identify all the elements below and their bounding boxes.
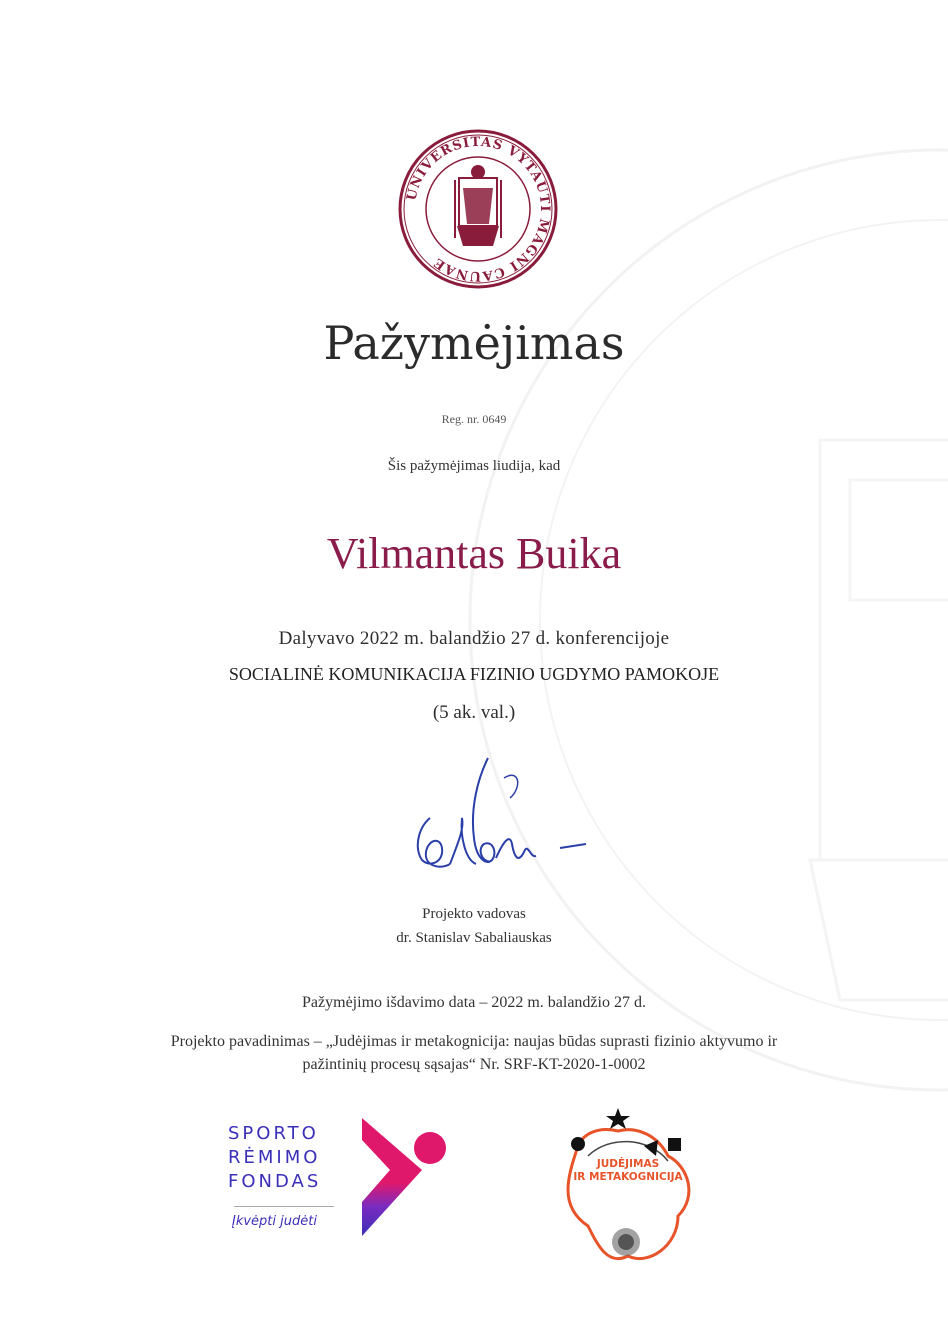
signatory-name: dr. Stanislav Sabaliauskas bbox=[396, 930, 552, 946]
certificate-title: Pažymėjimas bbox=[323, 316, 625, 370]
academic-hours: (5 ak. val.) bbox=[432, 702, 516, 723]
sport-fund-name bbox=[228, 1122, 321, 1194]
project-line-1: Projekto pavadinimas – „Judėjimas ir metakognicija: naujas būdas suprasti fizinio aktyvumo ir bbox=[170, 1033, 778, 1050]
sport-fund-logo bbox=[228, 1118, 460, 1248]
signatory-role: Projekto vadovas bbox=[422, 906, 526, 922]
project-logo-line-1: JUDĖJIMAS bbox=[596, 1158, 660, 1170]
recipient-name: Vilmantas Buika bbox=[326, 529, 622, 578]
attendance-statement: Dalyvavo 2022 m. balandžio 27 d. konferencijoje bbox=[278, 628, 670, 649]
issue-date: Pažymėjimo išdavimo data – 2022 m. balandžio 27 d. bbox=[302, 994, 646, 1011]
registration-number: Reg. nr. 0649 bbox=[441, 412, 507, 426]
sport-fund-divider bbox=[234, 1206, 334, 1207]
university-seal-logo bbox=[397, 128, 559, 290]
sport-fund-line-1: SPORTO bbox=[228, 1123, 319, 1144]
project-line-2: pažintinių procesų sąsajas“ Nr. SRF-KT-2020-1-0002 bbox=[302, 1056, 646, 1073]
sport-fund-line-3: FONDAS bbox=[228, 1171, 322, 1192]
certificate-intro: Šis pažymėjimas liudija, kad bbox=[387, 458, 561, 474]
conference-title: SOCIALINĖ KOMUNIKACIJA FIZINIO UGDYMO PAMOKOJE bbox=[228, 664, 720, 684]
project-logo bbox=[548, 1106, 708, 1276]
sport-fund-mark-icon bbox=[358, 1118, 468, 1246]
project-logo-line-2: IR METAKOGNICIJA bbox=[573, 1171, 683, 1183]
sport-fund-line-2: RĖMIMO bbox=[228, 1147, 321, 1168]
project-description bbox=[100, 1030, 848, 1076]
svg-text:UNIVERSITAS VYTAUTI MAGNI CAUN: UNIVERSITAS VYTAUTI MAGNI CAUNAE bbox=[404, 134, 553, 284]
project-logo-mark-icon bbox=[548, 1106, 708, 1276]
signature-image bbox=[400, 748, 600, 888]
project-logo-text bbox=[548, 1158, 708, 1184]
sport-fund-slogan: Įkvėpti judėti bbox=[232, 1214, 317, 1229]
